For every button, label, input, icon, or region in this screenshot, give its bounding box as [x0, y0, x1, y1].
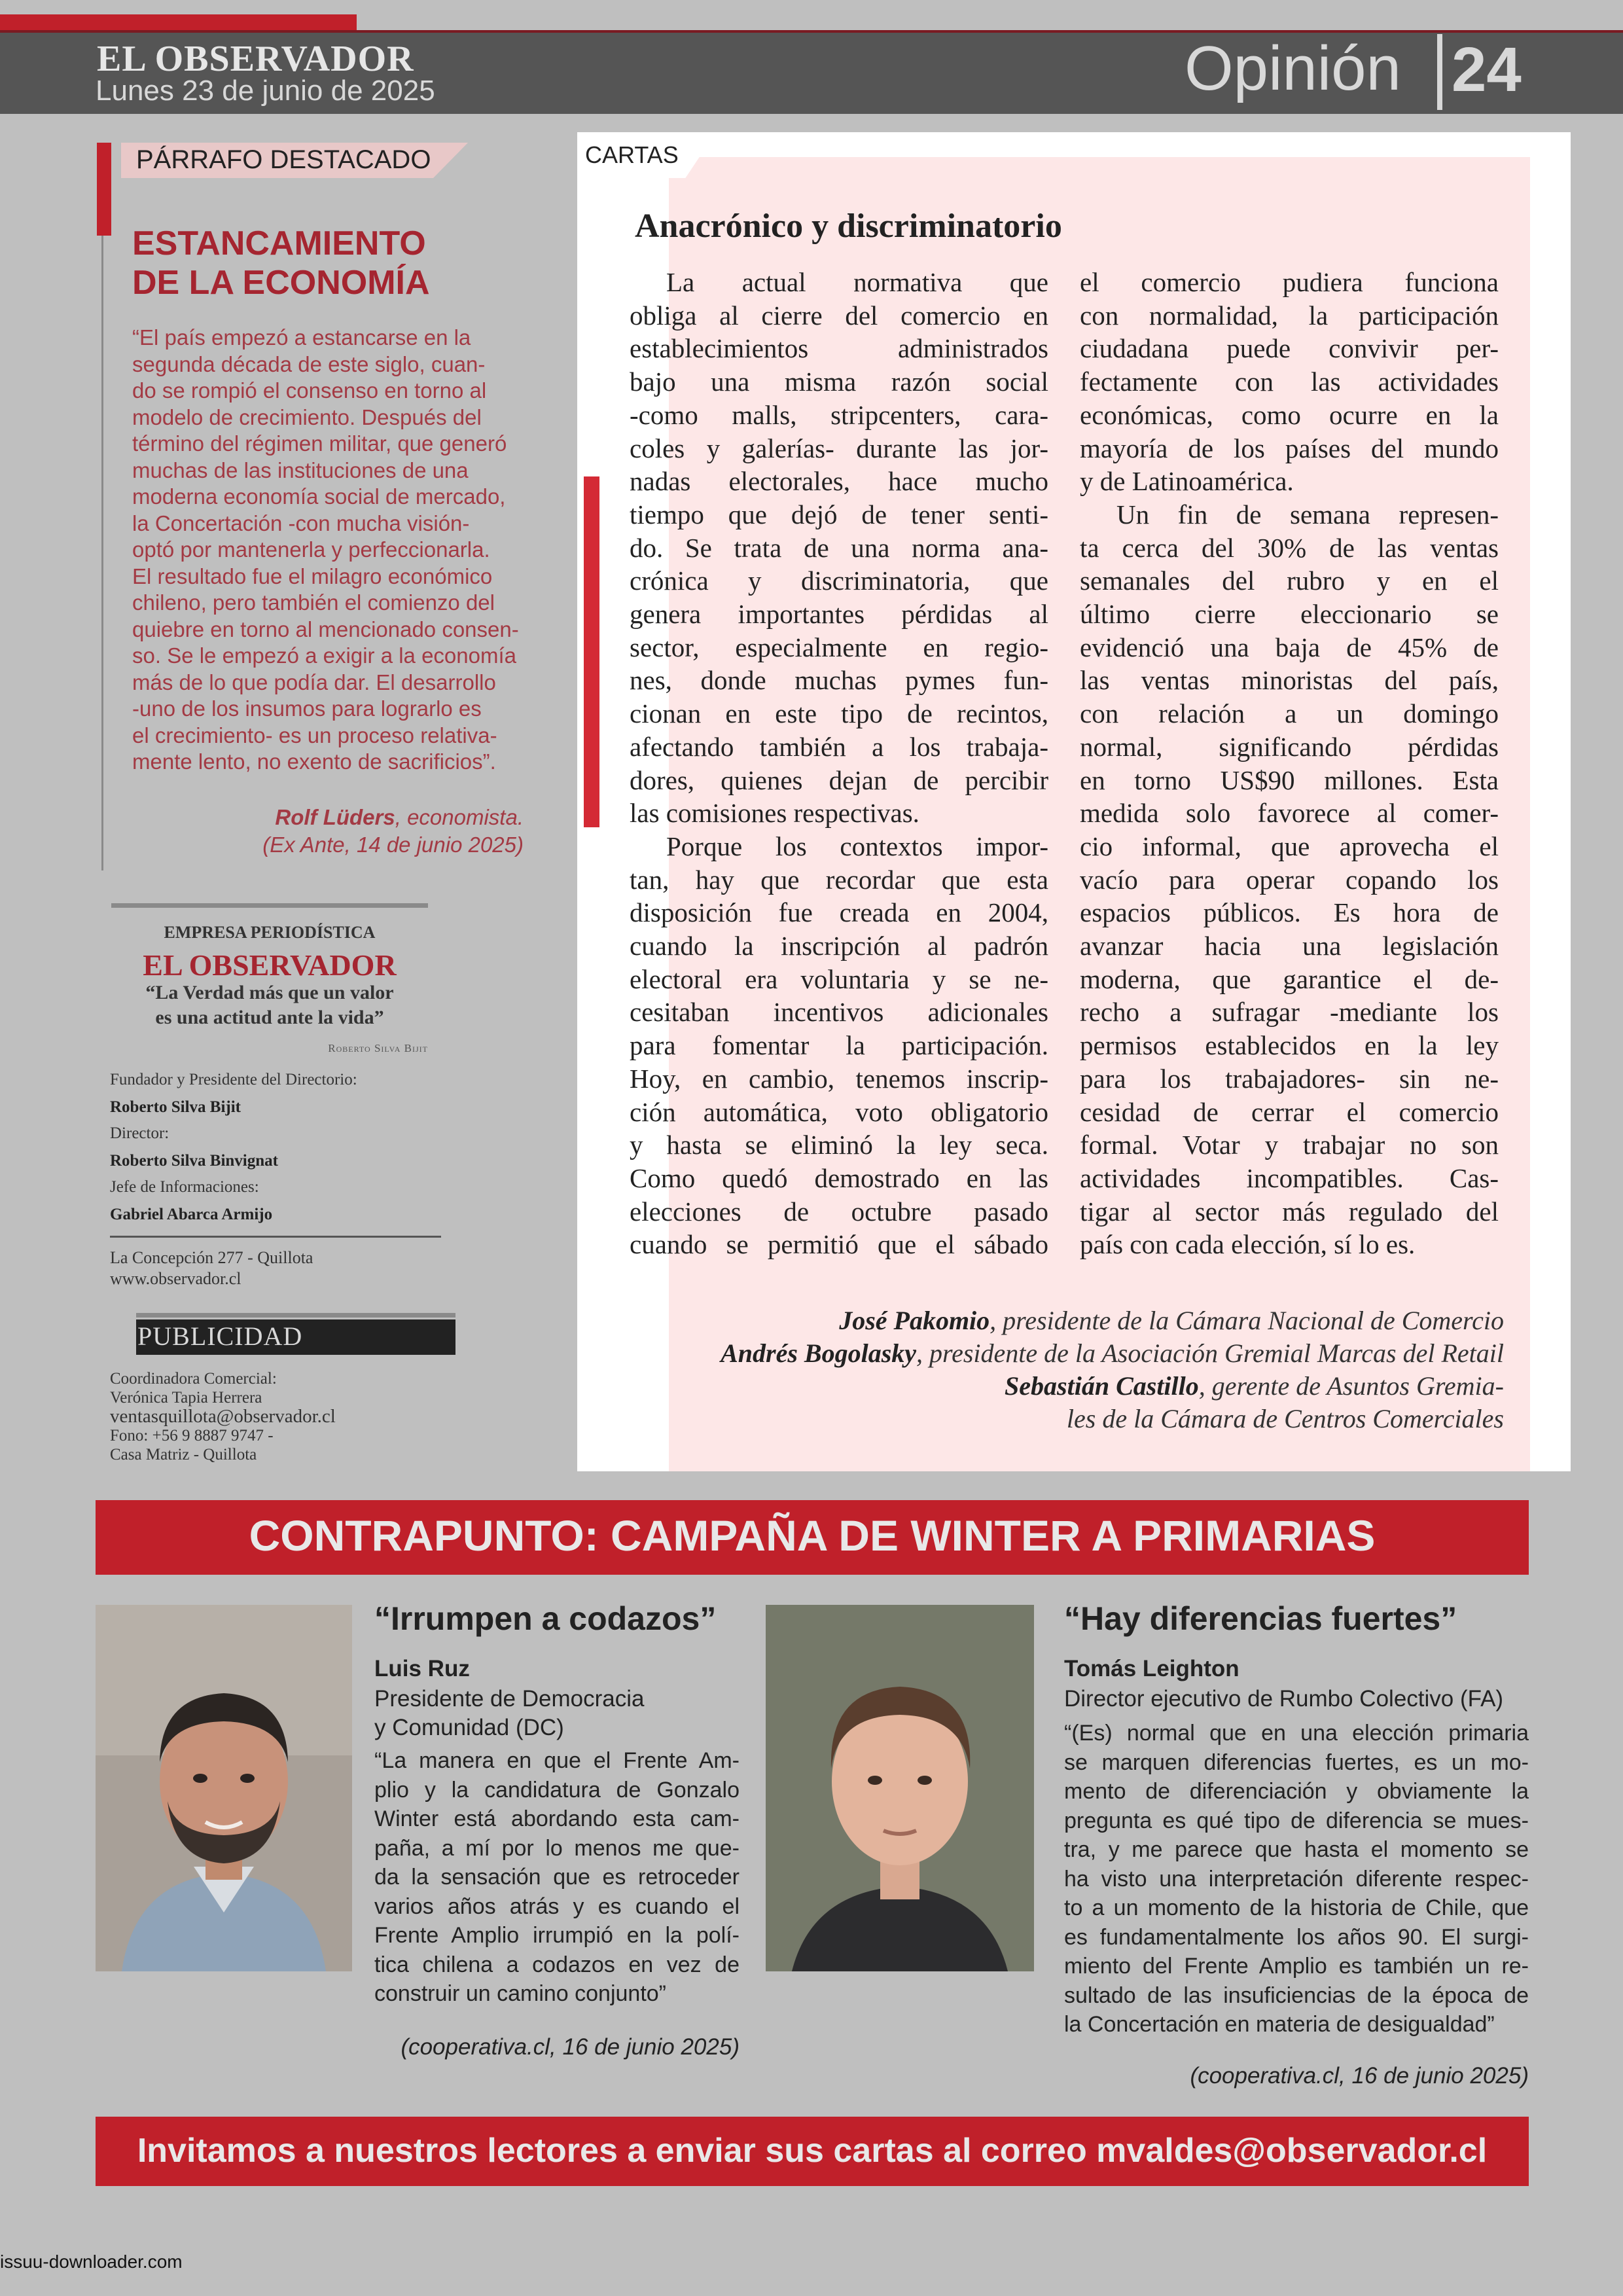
quote-line: moderna economía social de mercado,	[132, 484, 506, 509]
address-line: La Concepción 277 - Quillota	[110, 1248, 313, 1267]
advertising-contact	[110, 1369, 336, 1464]
quote-line: plio y la candidatura de Gonzalo	[374, 1777, 740, 1803]
masthead-divider	[110, 1236, 441, 1238]
staff-role: Director:	[110, 1124, 169, 1142]
quote-line: Frente Amplio irrumpió en la polí-	[374, 1923, 740, 1948]
highlight-author	[216, 805, 524, 830]
letter-signature	[839, 1305, 1504, 1336]
letter-line: afectando también a los trabaja-	[630, 731, 1048, 762]
letters-tag: CARTAS	[585, 141, 679, 168]
quote-line: do se rompió el consenso en torno al	[132, 378, 487, 403]
signer-name: Andrés Bogolasky	[721, 1338, 917, 1368]
letter-line: actividades incompatibles. Cas-	[1080, 1162, 1499, 1193]
staff-person: Roberto Silva Binvignat	[110, 1152, 278, 1170]
invitation-text: Invitamos a nuestros lectores a enviar sus cartas al correo mvaldes@observador.cl	[137, 2132, 1488, 2170]
quote-line: -uno de los insumos para lograrlo es	[132, 696, 482, 721]
motto-line: es una actitud ante la vida”	[155, 1007, 384, 1028]
letter-line: disposición fue creada en 2004,	[630, 897, 1048, 928]
letter-line: Como quedó demostrado en las	[630, 1162, 1048, 1193]
quote-line: tica chilena a codazos en vez de	[374, 1952, 740, 1977]
quote-line: se marquen diferencias fuertes, es un mo-	[1064, 1749, 1529, 1775]
highlight-title-line: DE LA ECONOMÍA	[132, 264, 430, 302]
website-link[interactable]: www.observador.cl	[110, 1269, 241, 1288]
publication-date: Lunes 23 de junio de 2025	[96, 75, 435, 107]
quote-line: so. Se le empezó a exigir a la economía	[132, 643, 516, 668]
counterpoint-left-name: Luis Ruz	[374, 1656, 470, 1681]
quote-line: ha visto una interpretación diferente respec-	[1064, 1866, 1529, 1892]
staff-person: Roberto Silva Bijit	[110, 1098, 241, 1116]
portrait-luis-ruz	[96, 1605, 352, 1971]
contact-phone: Fono: +56 9 8887 9747 -	[110, 1427, 274, 1444]
letter-line: fectamente con las actividades	[1080, 367, 1499, 397]
letter-line: en torno US$90 millones. Esta	[1080, 764, 1499, 795]
letter-line: genera importantes pérdidas al	[630, 599, 1048, 630]
staff-role: Jefe de Informaciones:	[110, 1178, 259, 1196]
staff-role: Fundador y Presidente del Directorio:	[110, 1071, 357, 1088]
quote-line: construir un camino conjunto”	[374, 1981, 667, 2006]
quote-line: mente lento, no exento de sacrificios”.	[132, 749, 496, 774]
coord-title: Coordinadora Comercial:	[110, 1370, 277, 1388]
signer-role: , gerente de Asuntos Gremia-	[1198, 1371, 1504, 1401]
signer-name: Sebastián Castillo	[1005, 1371, 1199, 1401]
quote-line: segunda década de este siglo, cuan-	[132, 351, 486, 376]
letter-column-1	[630, 266, 1048, 1261]
quote-line: muchas de las instituciones de una	[132, 457, 469, 482]
letter-line: Un fin de semana represen-	[1116, 499, 1499, 529]
masthead-name: EL OBSERVADOR	[143, 948, 397, 982]
letter-line: ciudadana puede convivir per-	[1080, 333, 1499, 364]
letter-line: recho a sufragar -mediante los	[1080, 997, 1499, 1028]
counterpoint-right-headline: “Hay diferencias fuertes”	[1064, 1600, 1457, 1637]
letter-line: sector, especialmente en regio-	[630, 632, 1048, 662]
contact-email[interactable]: ventasquillota@observador.cl	[110, 1406, 336, 1427]
quote-line: “(Es) normal que en una elección primaria	[1064, 1721, 1529, 1746]
author-name: Rolf Lüders	[275, 805, 395, 829]
letter-line: crónica y discriminatoria, que	[630, 565, 1048, 596]
quote-line: paña, a mí por lo menos me que-	[374, 1835, 740, 1861]
letter-signature	[721, 1338, 1504, 1369]
role-line: Director ejecutivo de Rumbo Colectivo (FA)	[1064, 1686, 1504, 1712]
counterpoint-right-source: (cooperativa.cl, 16 de junio 2025)	[1190, 2063, 1529, 2089]
highlight-quote	[132, 325, 531, 776]
quote-line: da la sensación que es retroceder	[374, 1865, 740, 1890]
staff-person: Gabriel Abarca Armijo	[110, 1206, 273, 1223]
letter-line: ta cerca del 30% de las ventas	[1080, 532, 1499, 563]
quote-line: la Concertación -con mucha visión-	[132, 511, 470, 535]
coord-name: Verónica Tapia Herrera	[110, 1389, 262, 1407]
letter-line: dores, quienes dejan de percibir	[630, 764, 1048, 795]
letter-line: cesitaban incentivos adicionales	[630, 997, 1048, 1028]
letter-line: bajo una misma razón social	[630, 367, 1048, 397]
letter-line: espacios públicos. Es hora de	[1080, 897, 1499, 928]
letter-title: Anacrónico y discriminatorio	[635, 207, 1062, 245]
letter-signature-continued: les de la Cámara de Centros Comerciales	[1066, 1404, 1504, 1433]
signer-name: José Pakomio	[839, 1306, 990, 1335]
letter-line: y de Latinoamérica.	[1080, 466, 1294, 497]
letter-line: con normalidad, la participación	[1080, 300, 1499, 331]
letter-line: cuando la inscripción al padrón	[630, 931, 1048, 961]
highlight-tag: PÁRRAFO DESTACADO	[136, 145, 431, 174]
highlight-rule	[101, 143, 103, 870]
contact-office: Casa Matriz - Quillota	[110, 1446, 257, 1463]
masthead-rule	[111, 903, 428, 908]
masthead-motto	[111, 980, 428, 1030]
quote-line: tra, y me parece que hasta el momento se	[1064, 1837, 1529, 1862]
letter-column-2	[1080, 266, 1499, 1261]
letter-line: moderna, que garantice el de-	[1080, 963, 1499, 994]
letter-line: último cierre eleccionario se	[1080, 599, 1499, 630]
role-line: Presidente de Democracia	[374, 1686, 645, 1712]
quote-line: pregunta es qué tipo de diferencia se mues-	[1064, 1808, 1529, 1833]
letter-line: para fomentar la participación.	[630, 1030, 1048, 1061]
letter-line: avanzar hacia una legislación	[1080, 931, 1499, 961]
quote-line: Winter está abordando esta cam-	[374, 1806, 740, 1831]
letter-line: Hoy, en cambio, tenemos inscrip-	[630, 1063, 1048, 1094]
letter-line: obliga al cierre del comercio en	[630, 300, 1048, 331]
letter-line: con relación a un domingo	[1080, 698, 1499, 729]
counterpoint-left-role	[374, 1685, 741, 1742]
motto-signature: Roberto Silva Bijit	[328, 1042, 428, 1054]
counterpoint-right-quote	[1064, 1719, 1529, 2039]
letters-accent-bar	[584, 476, 599, 827]
letter-line: do. Se trata de una norma ana-	[630, 532, 1048, 563]
letter-line: elecciones de octubre pasado	[630, 1196, 1048, 1227]
counterpoint-left-source: (cooperativa.cl, 16 de junio 2025)	[401, 2034, 740, 2060]
letter-line: cesidad de cerrar el comercio	[1080, 1096, 1499, 1127]
letter-line: medida solo favorece al comer-	[1080, 798, 1499, 829]
quote-line: optó por mantenerla y perfeccionarla.	[132, 537, 490, 562]
header-separator	[1437, 34, 1442, 110]
role-line: y Comunidad (DC)	[374, 1715, 564, 1740]
letter-line: formal. Votar y trabajar no son	[1080, 1130, 1499, 1160]
counterpoint-left-headline: “Irrumpen a codazos”	[374, 1600, 717, 1637]
quote-line: to a un momento de la historia de Chile, que	[1064, 1895, 1529, 1920]
letter-line: vacío para operar copando los	[1080, 864, 1499, 895]
quote-line: “La manera en que el Frente Am-	[374, 1748, 740, 1773]
letter-line: mayoría de los países del mundo	[1080, 433, 1499, 463]
letter-line: normal, significando pérdidas	[1080, 731, 1499, 762]
masthead-address	[110, 1247, 313, 1289]
counterpoint-left-quote	[374, 1746, 740, 2009]
highlight-title-line: ESTANCAMIENTO	[132, 224, 426, 262]
letter-line: cionan en este tipo de recintos,	[630, 698, 1048, 729]
signer-role: , presidente de la Asociación Gremial Marcas del Retail	[916, 1338, 1504, 1368]
letter-line: tiempo que dejó de tener senti-	[630, 499, 1048, 529]
letter-line: coles y galerías- durante las jor-	[630, 433, 1048, 463]
quote-line: modelo de crecimiento. Después del	[132, 404, 482, 429]
letter-line: las comisiones respectivas.	[630, 798, 919, 829]
motto-line: “La Verdad más que un valor	[145, 982, 394, 1003]
quote-line: chileno, pero también el comienzo del	[132, 590, 495, 615]
quote-line: miento del Frente Amplio es también un re-	[1064, 1954, 1529, 1979]
letter-line: tan, hay que recordar que esta	[630, 864, 1048, 895]
letter-line: establecimientos administrados	[630, 333, 1048, 364]
letter-line: cio informal, que aprovecha el	[1080, 831, 1499, 861]
quote-line: El resultado fue el milagro económico	[132, 564, 493, 588]
counterpoint-title: CONTRAPUNTO: CAMPAÑA DE WINTER A PRIMARIAS	[249, 1511, 1376, 1560]
quote-line: mento de diferenciación y obviamente la	[1064, 1779, 1529, 1804]
quote-line: varios años atrás y es cuando el	[374, 1893, 740, 1919]
quote-line: el crecimiento- es un proceso relativa-	[132, 723, 497, 747]
letter-line: y hasta se eliminó la ley seca.	[630, 1130, 1048, 1160]
letter-line: nes, donde muchas pymes fun-	[630, 665, 1048, 696]
section-name: Opinión	[1185, 33, 1401, 103]
author-role: , economista.	[395, 805, 524, 829]
letter-line: Porque los contextos impor-	[666, 831, 1048, 861]
quote-line: “El país empezó a estancarse en la	[132, 325, 471, 350]
letter-line: nadas electorales, hace mucho	[630, 466, 1048, 497]
publication-name: EL OBSERVADOR	[97, 39, 414, 79]
quote-line: es fundamentalmente los años 90. El surgi-	[1064, 1924, 1529, 1950]
letter-line: para los trabajadores- sin ne-	[1080, 1063, 1499, 1094]
letter-line: semanales del rubro y en el	[1080, 565, 1499, 596]
highlight-accent-bar	[97, 143, 111, 236]
quote-line: sultado de las insuficiencias de la época de	[1064, 1982, 1529, 2008]
letter-signature	[1005, 1371, 1504, 1401]
highlight-title	[132, 224, 499, 302]
header-accent-line	[0, 14, 357, 30]
letter-line: La actual normativa que	[666, 267, 1048, 297]
letter-line: el comercio pudiera funciona	[1080, 267, 1499, 297]
letter-line: las ventas minoristas del país,	[1080, 665, 1499, 696]
portrait-tomas-leighton	[766, 1605, 1034, 1971]
letter-line: -como malls, stripcenters, cara-	[630, 399, 1048, 430]
letter-line: evidenció una baja de 45% de	[1080, 632, 1499, 662]
quote-line: la Concertación en materia de desigualdad”	[1064, 2012, 1495, 2037]
signer-role: , presidente de la Cámara Nacional de Comercio	[990, 1306, 1504, 1335]
letter-line: tigar al sector más regulado del	[1080, 1196, 1499, 1227]
quote-line: más de lo que podía dar. El desarrollo	[132, 670, 496, 694]
quote-line: término del régimen militar, que generó	[132, 431, 507, 456]
letter-line: económicas, como ocurre en la	[1080, 399, 1499, 430]
counterpoint-right-name: Tomás Leighton	[1064, 1656, 1240, 1681]
counterpoint-right-role	[1064, 1685, 1535, 1713]
quote-line: quiebre en torno al mencionado consen-	[132, 617, 519, 641]
watermark: issuu-downloader.com	[0, 2251, 183, 2272]
letter-line: ción automática, voto obligatorio	[630, 1096, 1048, 1127]
advertising-label: PUBLICIDAD	[137, 1321, 303, 1351]
highlight-source: (Ex Ante, 14 de junio 2025)	[262, 833, 524, 857]
letter-line: permisos establecidos en la ley	[1080, 1030, 1499, 1061]
page-number: 24	[1452, 35, 1522, 105]
letter-line: país con cada elección, sí lo es.	[1080, 1229, 1416, 1260]
advertising-rule	[136, 1313, 455, 1318]
letter-line: cuando se permitió que el sábado	[630, 1229, 1048, 1260]
letter-line: electoral era voluntaria y se ne-	[630, 963, 1048, 994]
masthead-company: EMPRESA PERIODÍSTICA	[164, 923, 376, 942]
